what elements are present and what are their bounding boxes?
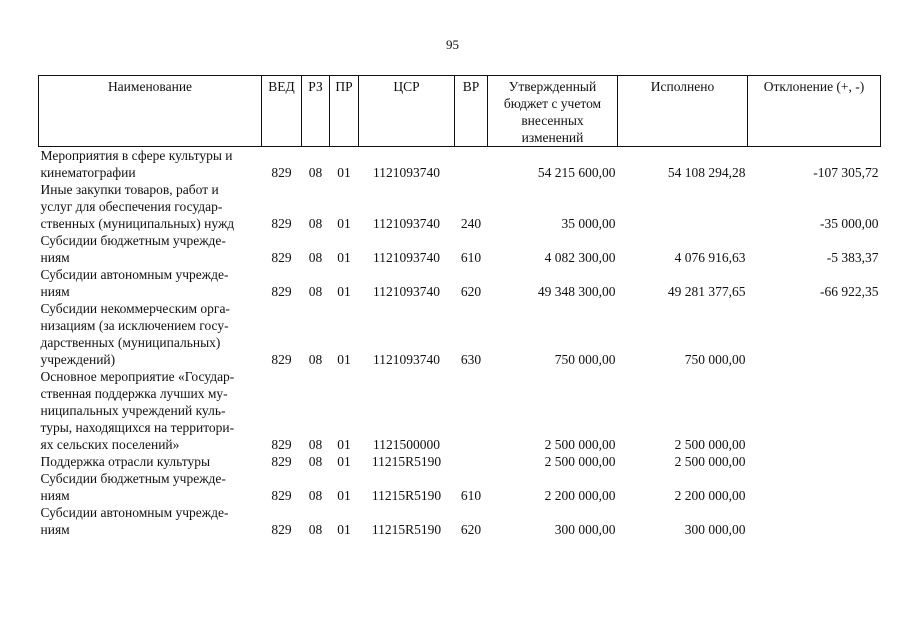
row-rz: 08 — [308, 165, 323, 180]
page-number: 95 — [446, 37, 459, 52]
row-name: Субсидии автономным учрежде- ниям — [40, 267, 229, 299]
row-deviation: -107 305,72 — [813, 165, 879, 180]
row-csr: 1121093740 — [373, 165, 440, 180]
row-csr: 1121093740 — [373, 352, 440, 367]
row-pr: 01 — [337, 454, 351, 469]
row-ved: 829 — [271, 437, 292, 452]
row-rz: 08 — [308, 522, 323, 537]
row-approved: 750 000,00 — [554, 352, 616, 367]
row-name: Субсидии автономным учрежде- ниям — [40, 505, 229, 537]
header-name: Наименование — [39, 76, 262, 147]
row-csr: 1121093740 — [373, 216, 440, 231]
row-vr — [455, 147, 488, 182]
row-executed: 2 500 000,00 — [674, 437, 746, 452]
row-csr: 1121093740 — [373, 284, 440, 299]
row-vr: 240 — [460, 216, 482, 231]
header-vr: ВР — [455, 76, 488, 147]
row-ved: 829 — [271, 454, 292, 469]
row-vr: 620 — [460, 284, 482, 299]
row-name: Основное мероприятие «Государ- ственная поддержка лучших му- ниципальных учреждений куль- туры, находящихся на территори- ях сельских поселений» — [40, 369, 235, 452]
row-ved: 829 — [271, 216, 292, 231]
row-csr: 11215R5190 — [371, 454, 442, 469]
row-pr: 01 — [337, 165, 351, 180]
row-deviation — [748, 453, 881, 470]
row-approved: 2 500 000,00 — [544, 437, 616, 452]
row-approved: 35 000,00 — [561, 216, 616, 231]
row-rz: 08 — [308, 437, 323, 452]
row-pr: 01 — [337, 522, 351, 537]
row-pr: 01 — [337, 352, 351, 367]
row-name: Мероприятия в сфере культуры и кинематографии — [40, 148, 233, 180]
header-approved: Утвержденный бюджет с учетом внесенных изменений — [488, 76, 618, 147]
header-ved: ВЕД — [262, 76, 302, 147]
row-vr: 610 — [460, 488, 482, 503]
row-executed: 300 000,00 — [684, 522, 746, 537]
row-ved: 829 — [271, 284, 292, 299]
table-header-row — [39, 76, 881, 147]
row-executed: 4 076 916,63 — [674, 250, 746, 265]
row-vr: 620 — [460, 522, 482, 537]
row-rz: 08 — [308, 352, 323, 367]
table-row — [39, 232, 881, 266]
header-pr: ПР — [330, 76, 359, 147]
row-ved: 829 — [271, 488, 292, 503]
row-rz: 08 — [308, 284, 323, 299]
row-executed: 750 000,00 — [684, 352, 746, 367]
budget-table — [38, 75, 881, 538]
row-deviation — [748, 300, 881, 368]
row-deviation — [748, 470, 881, 504]
row-rz: 08 — [308, 216, 323, 231]
row-executed: 49 281 377,65 — [667, 284, 746, 299]
row-deviation — [748, 368, 881, 453]
table-row — [39, 504, 881, 538]
row-pr: 01 — [337, 284, 351, 299]
row-ved: 829 — [271, 522, 292, 537]
row-executed: 2 500 000,00 — [674, 454, 746, 469]
row-approved: 300 000,00 — [554, 522, 616, 537]
row-rz: 08 — [308, 488, 323, 503]
table-row — [39, 300, 881, 368]
row-name: Поддержка отрасли культуры — [40, 454, 211, 469]
row-csr: 1121093740 — [373, 250, 440, 265]
row-name: Субсидии бюджетным учрежде- ниям — [40, 471, 226, 503]
header-rz: РЗ — [302, 76, 330, 147]
row-vr: 610 — [460, 250, 482, 265]
table-row — [39, 470, 881, 504]
row-csr: 11215R5190 — [371, 488, 442, 503]
row-approved: 2 200 000,00 — [544, 488, 616, 503]
row-approved: 2 500 000,00 — [544, 454, 616, 469]
row-rz: 08 — [308, 250, 323, 265]
row-name: Иные закупки товаров, работ и услуг для обеспечения государ- ственных (муниципальных) нужд — [40, 182, 235, 231]
row-vr — [455, 453, 488, 470]
row-ved: 829 — [271, 352, 292, 367]
table-row — [39, 147, 881, 182]
row-pr: 01 — [337, 488, 351, 503]
row-executed: 2 200 000,00 — [674, 488, 746, 503]
row-csr: 1121500000 — [373, 437, 440, 452]
table-row — [39, 266, 881, 300]
table-row — [39, 368, 881, 453]
row-pr: 01 — [337, 437, 351, 452]
row-csr: 11215R5190 — [371, 522, 442, 537]
row-pr: 01 — [337, 216, 351, 231]
row-executed — [618, 181, 748, 232]
row-deviation — [748, 504, 881, 538]
table-body — [39, 147, 881, 539]
row-executed: 54 108 294,28 — [667, 165, 746, 180]
header-executed: Исполнено — [618, 76, 748, 147]
row-approved: 54 215 600,00 — [537, 165, 616, 180]
table-row — [39, 181, 881, 232]
row-name: Субсидии некоммерческим орга- низациям (за исключением госу- дарственных (муниципальных) учреждений) — [40, 301, 230, 367]
row-name: Субсидии бюджетным учрежде- ниям — [40, 233, 226, 265]
row-vr — [455, 368, 488, 453]
row-approved: 49 348 300,00 — [537, 284, 616, 299]
row-deviation: -66 922,35 — [820, 284, 879, 299]
header-csr: ЦСР — [359, 76, 455, 147]
header-deviation: Отклонение (+, -) — [748, 76, 881, 147]
row-pr: 01 — [337, 250, 351, 265]
row-ved: 829 — [271, 250, 292, 265]
row-deviation: -5 383,37 — [826, 250, 879, 265]
row-ved: 829 — [271, 165, 292, 180]
table-row — [39, 453, 881, 470]
row-deviation: -35 000,00 — [820, 216, 879, 231]
row-rz: 08 — [308, 454, 323, 469]
row-approved: 4 082 300,00 — [544, 250, 616, 265]
row-vr: 630 — [460, 352, 482, 367]
